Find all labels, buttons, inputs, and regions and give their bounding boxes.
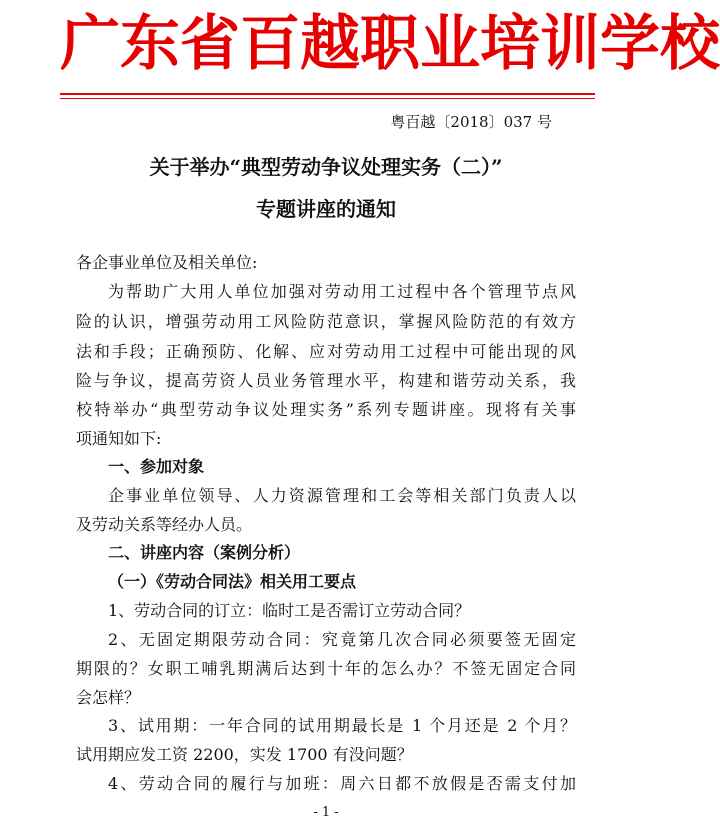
page-number: - 1 -: [313, 805, 339, 820]
red-divider-line-bottom: [60, 98, 595, 99]
intro-line: 法和手段；正确预防、化解、应对劳动用工过程中可能出现的风: [76, 342, 576, 361]
list-item: 3、试用期：一年合同的试用期最长是 1 个月还是 2 个月？: [108, 716, 576, 735]
intro-line: 险与争议，提高劳资人员业务管理水平，构建和谐劳动关系，我: [76, 371, 576, 390]
notice-title-line-1: 关于举办“典型劳动争议处理实务（二）”: [149, 155, 503, 179]
list-item: 4、劳动合同的履行与加班：周六日都不放假是否需支付加: [108, 774, 576, 793]
list-item-continued: 会怎样？: [76, 688, 141, 707]
section-text-line: 企事业单位领导、人力资源管理和工会等相关部门负责人以: [108, 486, 576, 505]
section-heading-content: 二、讲座内容（案例分析）: [108, 543, 301, 562]
masthead-school-name: 广东省百越职业培训学校: [60, 9, 720, 79]
list-item-continued: 期限的？女职工哺乳期满后达到十年的怎么办？不签无固定合同: [76, 659, 576, 678]
intro-line: 险的认识，增强劳动用工风险防范意识，掌握风险防范的有效方: [76, 312, 576, 331]
list-item-continued: 试用期应发工资 2200，实发 1700 有没问题？: [76, 745, 413, 764]
intro-line: 为帮助广大用人单位加强对劳动用工过程中各个管理节点风: [108, 282, 576, 301]
intro-line: 项通知如下:: [76, 429, 162, 448]
notice-title-line-2: 专题讲座的通知: [256, 197, 396, 221]
salutation: 各企事业单位及相关单位:: [76, 253, 258, 272]
document-number: 粤百越〔2018〕037 号: [390, 113, 552, 131]
section-text-line: 及劳动关系等经办人员。: [76, 515, 253, 534]
intro-line: 校特举办“典型劳动争议处理实务”系列专题讲座。现将有关事: [76, 400, 576, 419]
red-divider-line-top: [60, 93, 595, 95]
section-heading-participants: 一、参加对象: [108, 457, 205, 476]
list-item: 1、劳动合同的订立：临时工是否需订立劳动合同？: [108, 601, 471, 620]
list-item: 2、无固定期限劳动合同：究竟第几次合同必须要签无固定: [108, 630, 576, 649]
subsection-heading-labor-contract-law: （一）《劳动合同法》相关用工要点: [108, 572, 357, 591]
